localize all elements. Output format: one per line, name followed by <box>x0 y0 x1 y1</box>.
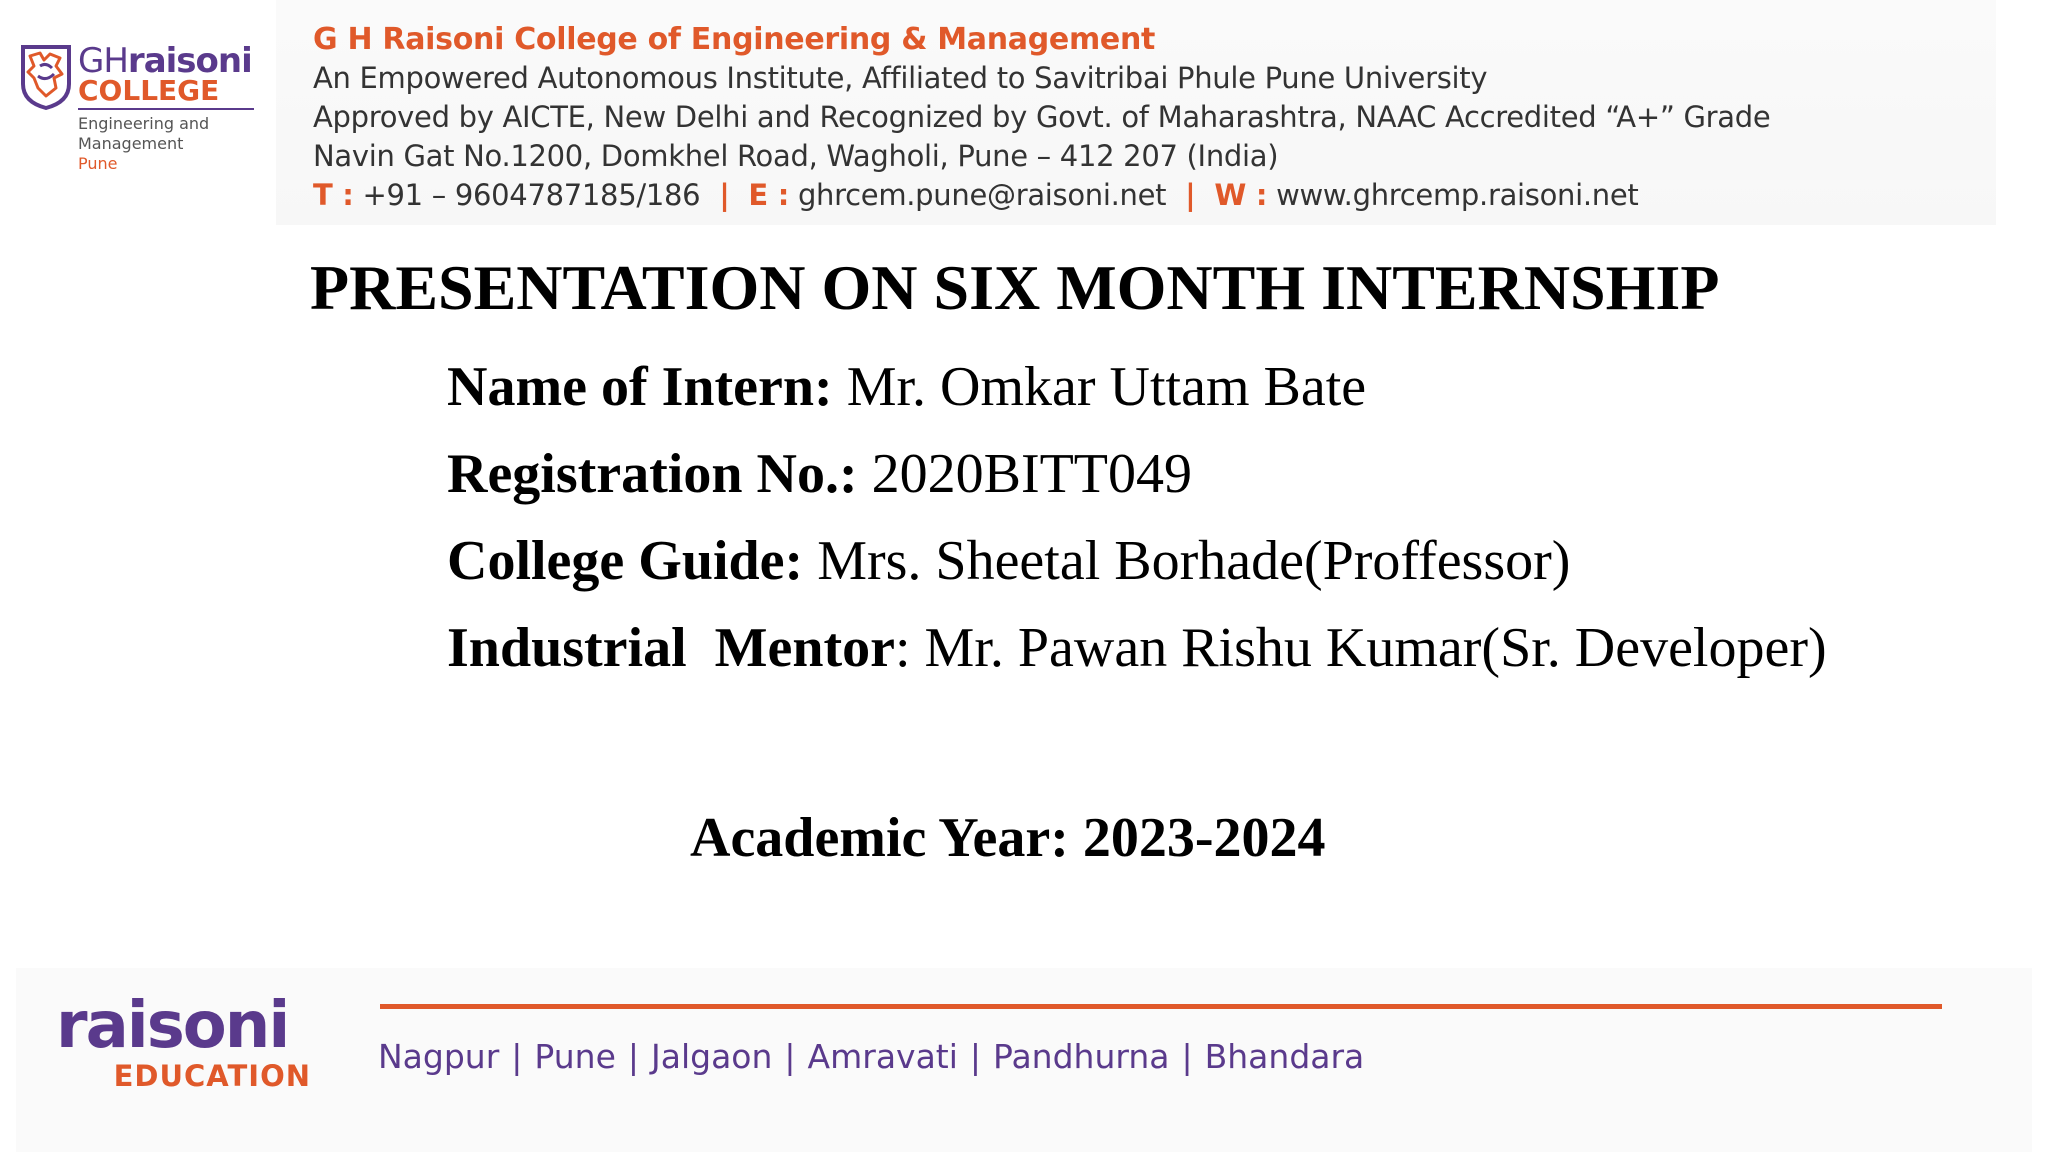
raisoni-education-logo <box>56 989 311 1094</box>
city-separator: | <box>511 1037 523 1076</box>
registration-line <box>447 442 1192 506</box>
city-pune: Pune <box>534 1037 616 1076</box>
logo-subtitle-line1: Engineering and <box>78 114 210 133</box>
industrial-mentor-label: Industrial Mentor <box>447 617 895 679</box>
intern-name-line <box>447 355 1366 419</box>
city-separator: | <box>969 1037 982 1076</box>
college-guide-value: Mrs. Sheetal Borhade(Proffessor) <box>803 530 1571 592</box>
logo-divider <box>78 108 254 110</box>
phone-label: T : <box>313 178 354 212</box>
city-amravati: Amravati <box>807 1037 958 1076</box>
registration-label: Registration No.: <box>447 443 858 505</box>
contact-separator: | <box>719 178 730 212</box>
raisoni-logo-word: raisoni <box>56 989 289 1063</box>
phone-number: +91 – 9604787185/186 <box>362 178 701 212</box>
gh-raisoni-college-logo <box>20 41 270 179</box>
footer-divider <box>380 1004 1942 1009</box>
city-separator: | <box>1181 1037 1193 1076</box>
web-label: W : <box>1214 178 1268 212</box>
city-nagpur: Nagpur <box>378 1037 500 1076</box>
website-url: www.ghrcemp.raisoni.net <box>1276 178 1639 212</box>
logo-city: Pune <box>78 154 118 173</box>
contact-separator: | <box>1185 178 1196 212</box>
city-separator: | <box>784 1037 796 1076</box>
city-pandhurna: Pandhurna <box>993 1037 1170 1076</box>
city-separator: | <box>627 1037 639 1076</box>
industrial-mentor-line <box>447 616 1827 680</box>
logo-college-text: COLLEGE <box>78 74 220 107</box>
college-contact <box>313 176 1993 215</box>
email-label: E : <box>748 178 790 212</box>
logo-gh-raisoni-text: GHraisoni <box>78 41 252 81</box>
college-approval: Approved by AICTE, New Delhi and Recognized by Govt. of Maharashtra, NAAC Accredited “A+” Grade <box>313 100 1771 134</box>
college-address: Navin Gat No.1200, Domkhel Road, Wagholi, Pune – 412 207 (India) <box>313 139 1279 173</box>
college-guide-label: College Guide: <box>447 530 804 592</box>
intern-name-label: Name of Intern: <box>447 356 833 418</box>
registration-value: 2020BITT049 <box>857 443 1193 505</box>
college-guide-line <box>447 529 1570 593</box>
academic-year: Academic Year: 2023-2024 <box>690 807 1326 869</box>
footer-city-list <box>378 1037 1364 1077</box>
college-affiliation: An Empowered Autonomous Institute, Affiliated to Savitribai Phule Pune University <box>313 61 1488 95</box>
college-name: G H Raisoni College of Engineering & Management <box>313 22 1156 57</box>
industrial-mentor-value: : Mr. Pawan Rishu Kumar(Sr. Developer) <box>895 617 1827 679</box>
college-letterhead <box>313 20 1993 215</box>
logo-subtitle-line2: Management <box>78 134 184 153</box>
email-address: ghrcem.pune@raisoni.net <box>797 178 1167 212</box>
city-jalgaon: Jalgaon <box>651 1037 773 1076</box>
lion-shield-icon <box>20 44 72 110</box>
raisoni-logo-education: EDUCATION <box>113 1059 311 1093</box>
city-bhandara: Bhandara <box>1204 1037 1365 1076</box>
presentation-title: PRESENTATION ON SIX MONTH INTERNSHIP <box>310 252 1720 323</box>
intern-name-value: Mr. Omkar Uttam Bate <box>832 356 1367 418</box>
